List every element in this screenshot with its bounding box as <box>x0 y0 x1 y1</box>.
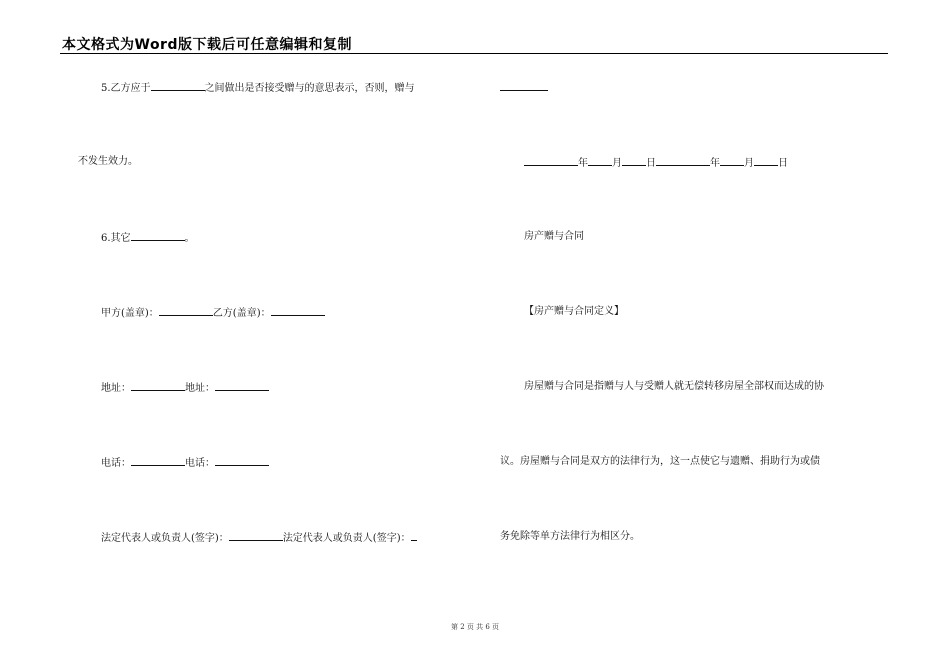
page-header-title: 本文格式为Word版下载后可任意编辑和复制 <box>62 37 352 53</box>
clause-6-line <box>101 230 195 246</box>
seal-line <box>101 305 325 321</box>
clause-5-continued-text: 不发生效力。 <box>78 156 138 167</box>
page-number: 第 2 页 共 6 页 <box>450 623 500 631</box>
date-day-label: 日 <box>646 158 656 169</box>
blank-field[interactable] <box>229 530 283 541</box>
blank-field[interactable] <box>500 80 548 91</box>
representative-line <box>101 530 417 546</box>
phone-a-label: 电话： <box>101 458 131 469</box>
clause-5-prefix: 5.乙方应于 <box>101 83 151 94</box>
address-line <box>101 380 269 396</box>
contract-title: 房产赠与合同 <box>524 231 584 242</box>
clause-5-line <box>101 80 415 96</box>
section-heading: 【房产赠与合同定义】 <box>524 306 624 317</box>
blank-field[interactable] <box>131 230 185 241</box>
blank-field[interactable] <box>271 305 325 316</box>
blank-field[interactable] <box>656 155 710 166</box>
party-b-seal-label: 乙方(盖章)： <box>212 308 271 319</box>
blank-field[interactable] <box>754 155 778 166</box>
clause-5-text: 之间做出是否接受赠与的意思表示，否则，赠与 <box>204 83 415 94</box>
definition-para-line-3: 务免除等单方法律行为相区分。 <box>500 531 640 542</box>
blank-field[interactable] <box>524 155 578 166</box>
date-month-label: 月 <box>612 158 622 169</box>
blank-field[interactable] <box>411 530 417 541</box>
right-top-blank <box>500 80 548 96</box>
clause-6-prefix: 6.其它 <box>101 233 131 244</box>
blank-field[interactable] <box>131 455 185 466</box>
rep-b-label: 法定代表人或负责人(签字)： <box>282 533 411 544</box>
date-year-label: 年 <box>578 158 588 169</box>
blank-field[interactable] <box>215 455 269 466</box>
definition-para-line-1: 房屋赠与合同是指赠与人与受赠人就无偿转移房屋全部权而达成的协 <box>524 381 824 392</box>
date-line <box>524 155 788 171</box>
definition-para-line-2: 议。房屋赠与合同是双方的法律行为，这一点使它与遗赠、捐助行为或债 <box>500 456 820 467</box>
date-month-label: 月 <box>744 158 754 169</box>
header-divider <box>60 53 888 54</box>
phone-line <box>101 455 269 471</box>
party-a-seal-label: 甲方(盖章)： <box>101 308 159 319</box>
blank-field[interactable] <box>159 305 213 316</box>
rep-a-label: 法定代表人或负责人(签字)： <box>101 533 229 544</box>
blank-field[interactable] <box>131 380 185 391</box>
blank-field[interactable] <box>720 155 744 166</box>
phone-b-label: 电话： <box>185 458 215 469</box>
clause-6-end: 。 <box>184 233 195 244</box>
blank-field[interactable] <box>588 155 612 166</box>
blank-field[interactable] <box>622 155 646 166</box>
blank-field[interactable] <box>151 80 205 91</box>
address-b-label: 地址： <box>185 383 215 394</box>
blank-field[interactable] <box>215 380 269 391</box>
clause-5-continued <box>78 155 138 169</box>
date-day-label: 日 <box>778 158 788 169</box>
date-year-label: 年 <box>710 158 720 169</box>
address-a-label: 地址： <box>101 383 131 394</box>
